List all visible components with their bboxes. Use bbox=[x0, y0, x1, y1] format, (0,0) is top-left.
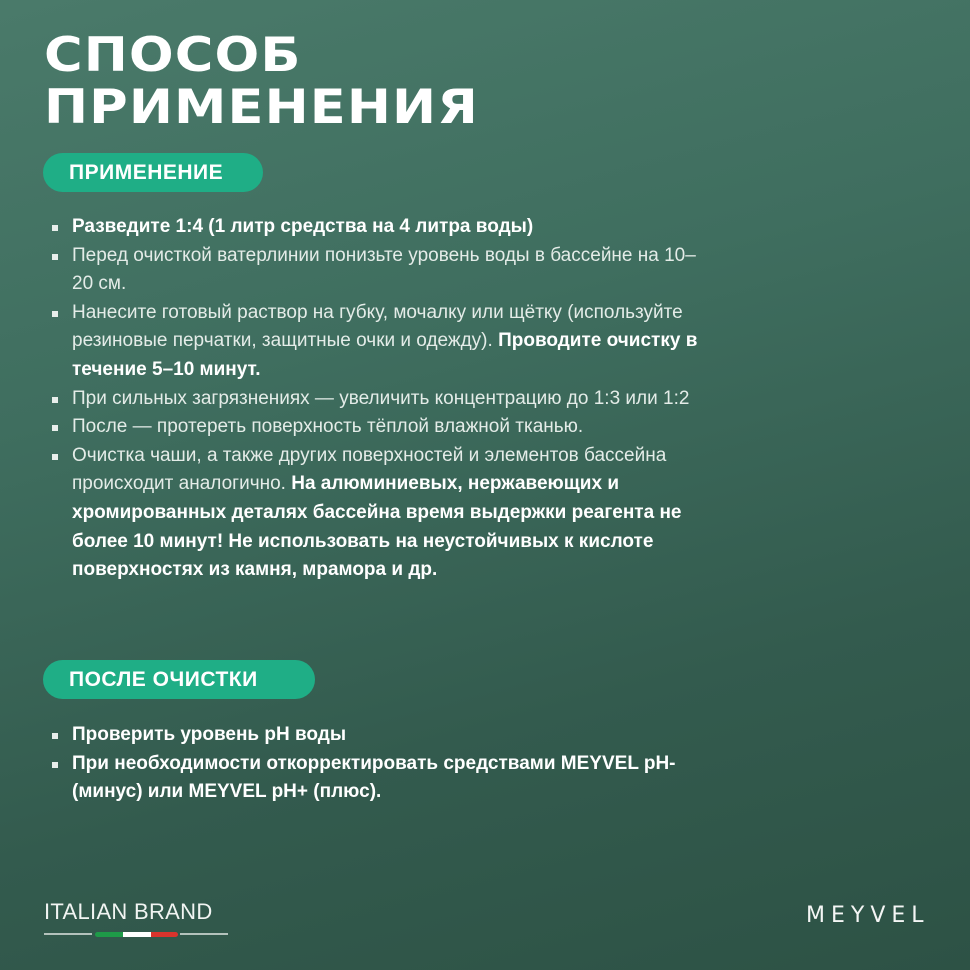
bullet-icon bbox=[52, 225, 58, 231]
italian-flag-divider-icon bbox=[44, 932, 228, 936]
italian-brand-label: ITALIAN BRAND bbox=[44, 899, 213, 924]
bullet-icon bbox=[52, 397, 58, 403]
bullet-icon bbox=[52, 254, 58, 260]
list-item bbox=[44, 721, 704, 750]
item-text: Перед очисткой ватерлинии понизьте уровень воды в бассейне на 10–20 см. bbox=[72, 244, 696, 295]
flag-white-stripe bbox=[123, 932, 151, 937]
item-bold-text: Проводите очистку в течение 5–10 минут. bbox=[72, 330, 698, 380]
after-cleaning-steps-list bbox=[44, 721, 704, 807]
divider-line-left bbox=[44, 933, 92, 935]
list-item bbox=[44, 442, 704, 585]
list-item bbox=[44, 213, 704, 242]
section-badge-after-cleaning: ПОСЛЕ ОЧИСТКИ bbox=[43, 660, 315, 699]
list-item bbox=[44, 242, 704, 299]
item-text: После — протереть поверхность тёплой влажной тканью. bbox=[72, 416, 584, 438]
application-steps-list bbox=[44, 213, 704, 585]
section-badge-application: ПРИМЕНЕНИЕ bbox=[43, 153, 263, 192]
item-bold-text: Разведите 1:4 (1 литр средства на 4 литра воды) bbox=[72, 216, 534, 237]
page-title bbox=[44, 30, 479, 134]
flag-red-stripe bbox=[151, 932, 178, 937]
bullet-icon bbox=[52, 762, 58, 768]
meyvel-logo: MEYVEL bbox=[806, 903, 930, 928]
bullet-icon bbox=[52, 733, 58, 739]
flag-green-stripe bbox=[95, 932, 123, 937]
item-bold-text: Проверить уровень pH воды bbox=[72, 724, 347, 745]
title-line-2: ПРИМЕНЕНИЯ bbox=[44, 80, 479, 135]
list-item bbox=[44, 385, 704, 414]
item-text: При сильных загрязнениях — увеличить концентрацию до 1:3 или 1:2 bbox=[72, 387, 690, 409]
item-bold-text: На алюминиевых, нержавеющих и хромированных деталях бассейна время выдержки реагента не более 10 минут! Не использовать на неустойчивых к кислоте поверхностях из камня, мрамора и др. bbox=[72, 473, 682, 581]
list-item bbox=[44, 750, 704, 807]
bullet-icon bbox=[52, 454, 58, 460]
list-item bbox=[44, 299, 704, 385]
title-line-1: СПОСОБ bbox=[44, 28, 302, 83]
list-item bbox=[44, 413, 704, 442]
item-text: Очистка чаши, а также других поверхностей и элементов бассейна происходит аналогично. bbox=[72, 444, 667, 495]
item-text: Нанесите готовый раствор на губку, мочалку или щётку (используйте резиновые перчатки, защитные очки и одежду). bbox=[72, 301, 683, 352]
item-bold-text: При необходимости откорректировать средствами MEYVEL pH- (минус) или MEYVEL pH+ (плюс). bbox=[72, 752, 676, 803]
bullet-icon bbox=[52, 311, 58, 317]
divider-line-right bbox=[180, 933, 228, 935]
bullet-icon bbox=[52, 425, 58, 431]
